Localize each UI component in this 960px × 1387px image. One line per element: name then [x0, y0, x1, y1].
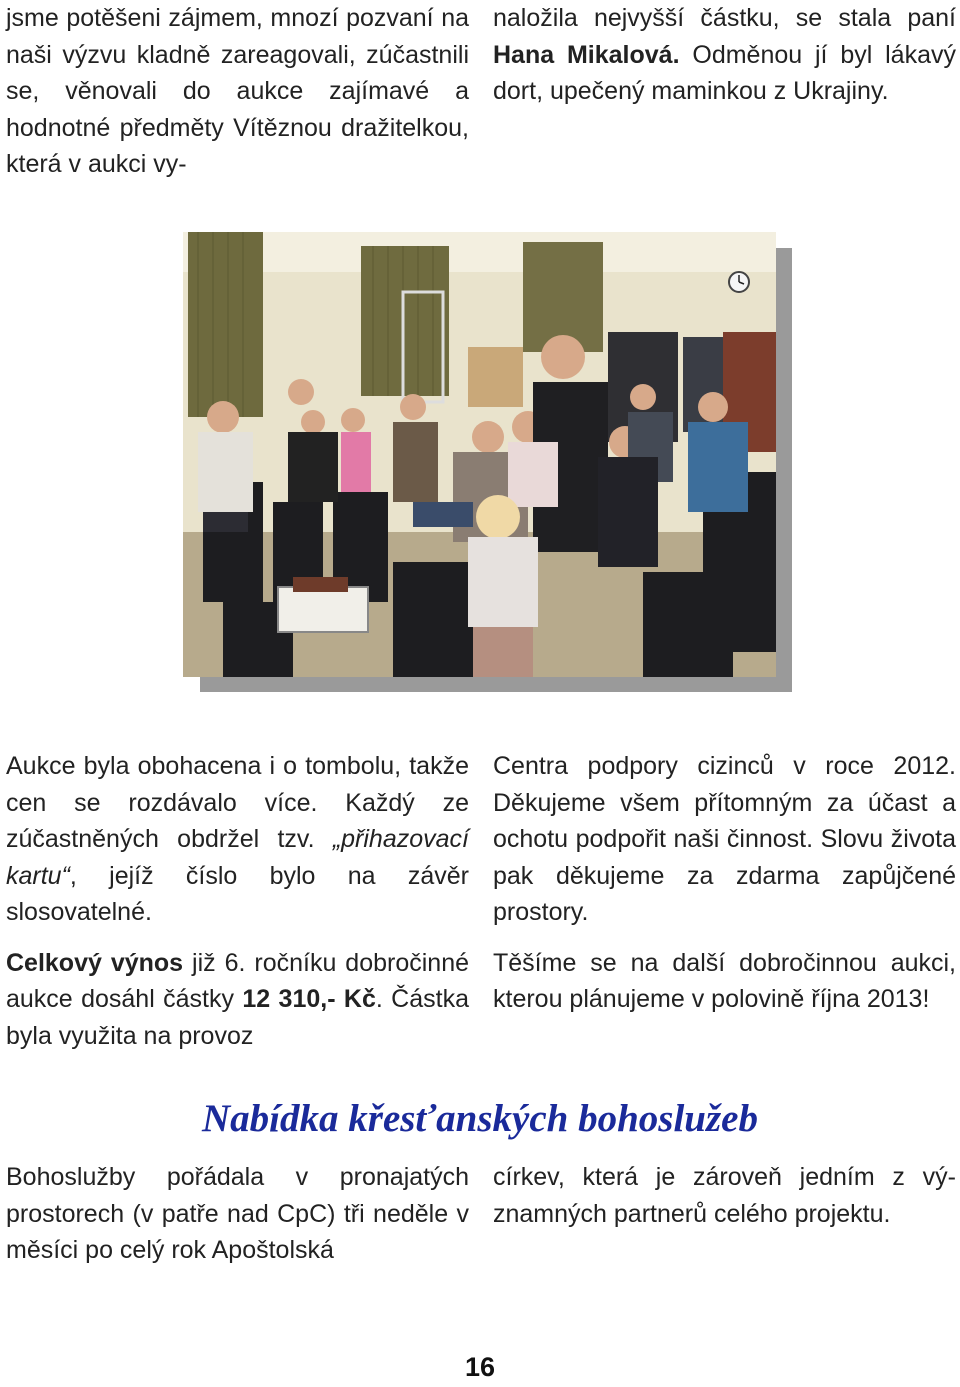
- tombola-paragraph: Aukce byla obohacena i o tombolu, takže cen se rozdávalo více. Každý ze zúčastněných obdržel tzv. „přihazovací kartu“, jejíž číslo bylo na závěr slosovatelné.: [6, 752, 469, 926]
- auction-photo-illustration: [183, 232, 776, 677]
- winner-intro-text: naložila nejvyšší částku, se stala paní: [493, 4, 956, 32]
- top-paragraph-right: [493, 0, 956, 110]
- top-left-column: [6, 0, 469, 183]
- thanks-paragraph: Centra podpory cizinců v roce 2012. Děkujeme všem přítomným za účast a ochotu podpořit naši činnost. Slovu života pak děkujeme za zdarma zapůjčené prostory.: [493, 752, 956, 926]
- middle-left-column: [6, 748, 469, 1054]
- winner-name: Hana Mikalová.: [493, 40, 680, 69]
- services-paragraph-left: Bohoslužby pořádala v pronajatých prostorech (v patře nad CpC) tři neděle v měsíci po celý rok Apoštolská: [6, 1163, 469, 1264]
- total-revenue-label: Celkový výnos: [6, 948, 184, 977]
- top-right-column: [493, 0, 956, 110]
- section-heading: Nabídka křesťanských bohoslužeb: [202, 1097, 758, 1140]
- section-right-column: [493, 1159, 956, 1232]
- middle-right-column: [493, 748, 956, 1018]
- winner-reward-text: Odměnou jí byl lákavý dort, upečený maminkou z Ukrajiny.: [493, 40, 956, 105]
- top-paragraph-left: jsme potěšeni zájmem, mnozí pozvaní na naši výzvu kladně zareagovali, zúčastnili se, věnovali do aukce zajímavé a hodnotné předměty Vítěznou dražitelkou, která v aukci vy-: [6, 4, 469, 178]
- revenue-paragraph: Celkový výnos již 6. ročníku dobročinné aukce dosáhl částky 12 310,- Kč. Částka byla využita na provoz: [6, 948, 469, 1050]
- revenue-amount: 12 310,- Kč: [242, 985, 376, 1013]
- section-left-column: [6, 1159, 469, 1269]
- card-name: „přihazovací kartu“: [6, 825, 469, 890]
- page-number: 16: [464, 1352, 496, 1382]
- next-auction-paragraph: Těšíme se na další dobročinnou aukci, kterou plánujeme v polovině října 2013!: [493, 948, 956, 1013]
- auction-photo: [183, 232, 776, 677]
- services-paragraph-right: církev, která je zároveň jedním z významných partnerů celého projektu.: [493, 1163, 956, 1228]
